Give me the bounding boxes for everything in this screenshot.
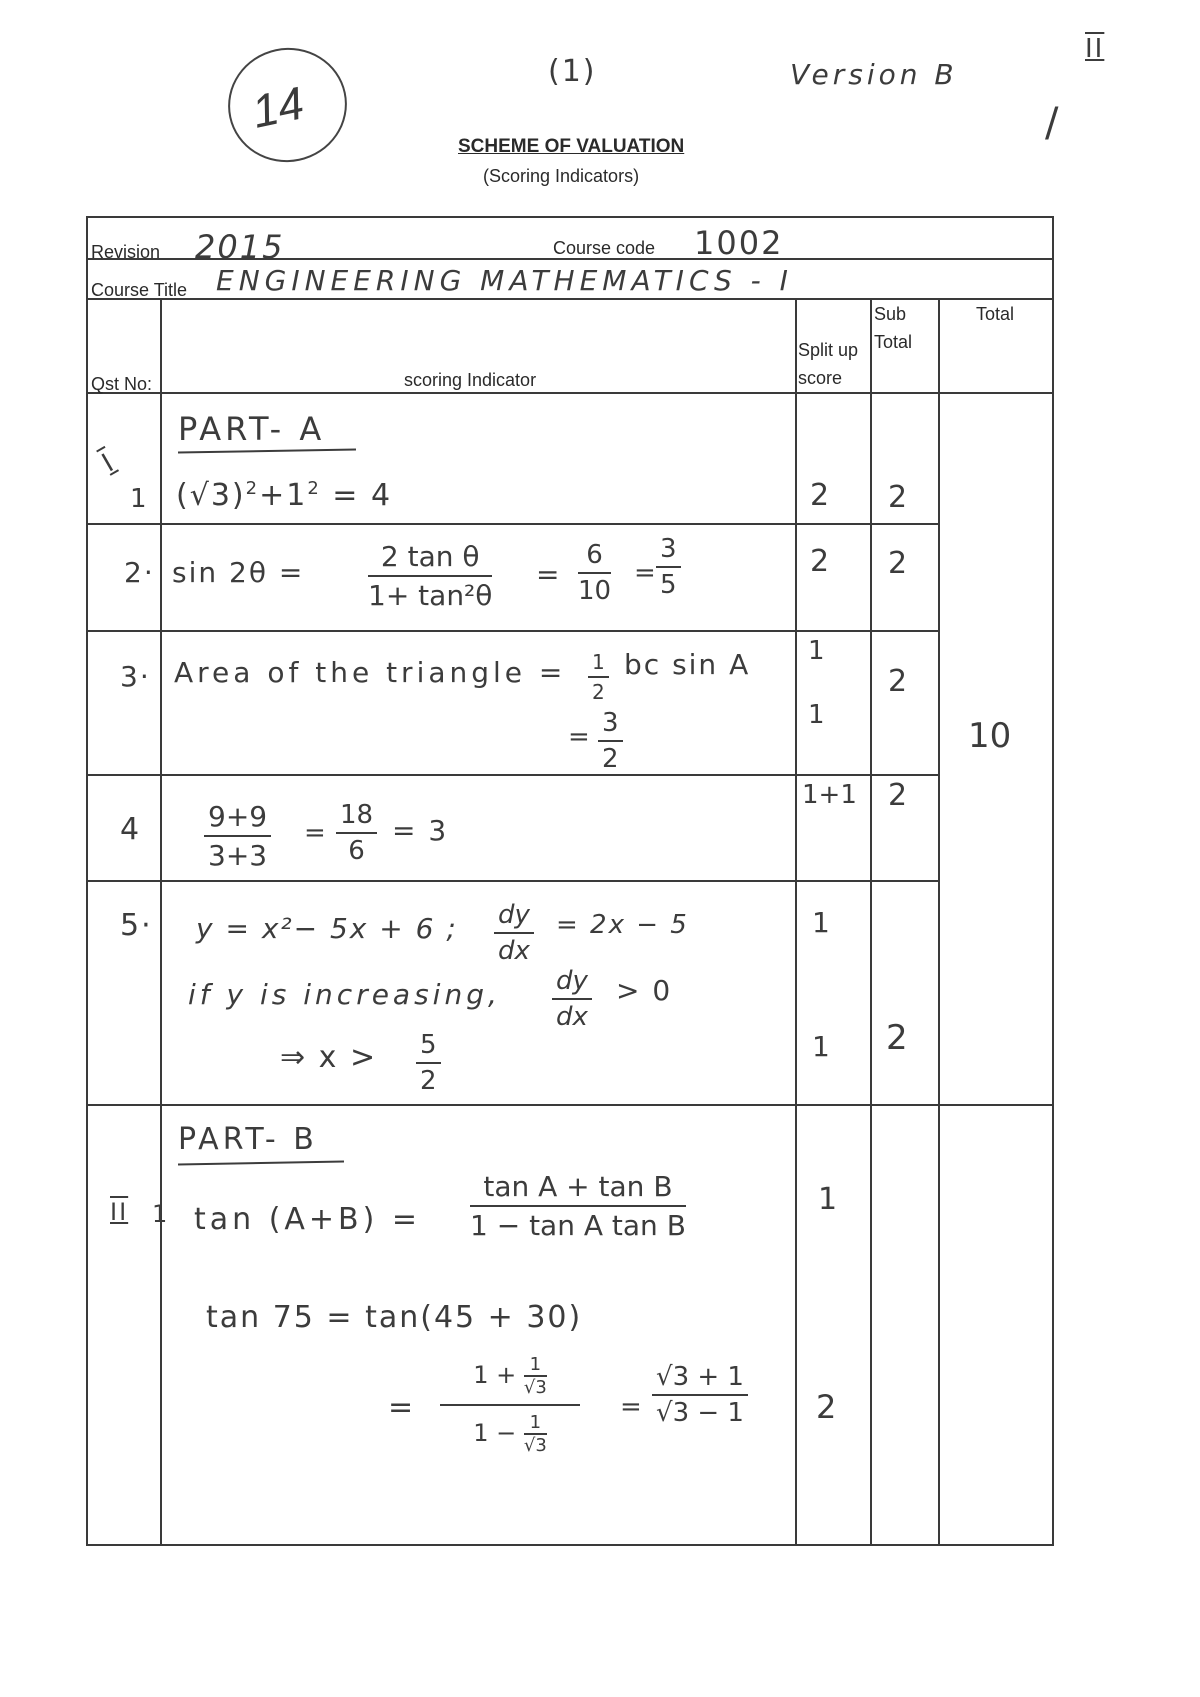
q4-result: = 3 (392, 814, 449, 847)
q2-number: 2· (124, 556, 155, 589)
q5-derivative-2: $\frac{dy}{dx}$ (552, 966, 592, 1032)
q3-split-score-1: 1 (808, 636, 825, 666)
q4-split-score: 1+1 (802, 780, 857, 810)
q1-split-score: 2 (810, 478, 830, 513)
q5-line-1a: y = x²− 5x + 6 ; (196, 912, 458, 945)
q3-half: $\frac{1}{2}$ (588, 650, 609, 704)
q4-fraction-1: $\frac{9+9}{3+3}$ (204, 800, 271, 872)
q4-sub-total: 2 (888, 778, 908, 813)
col-total: Total (976, 304, 1015, 324)
col-split-up-2: score (798, 368, 843, 388)
part-b-q1-formula: $\frac{\text{tan A + tan B}}{\text{1 − tan A tan B}}$ (470, 1170, 686, 1242)
course-title-label: Course Title (91, 280, 188, 300)
q3-sub-total: 2 (888, 664, 908, 699)
part-b-q1-result: $\frac{√3 + 1}{√3 - 1}$ (652, 1362, 748, 1428)
q2-sub-total: 2 (888, 546, 908, 581)
q1-sub-total: 2 (888, 480, 908, 515)
part-b-q1-equals-2: = (620, 1392, 644, 1422)
col-qst-no: Qst No: (91, 374, 153, 394)
circled-page-mark (217, 37, 357, 173)
q5-line-3: ⇒ x > (280, 1040, 378, 1075)
corner-slash: / (1045, 100, 1061, 146)
col-sub-total-2: Total (874, 332, 913, 352)
q5-derivative-1: $\frac{dy}{dx}$ (494, 900, 534, 966)
part-a-heading: PART- A (178, 410, 326, 448)
part-b-q1-lhs: tan (A+B) = (194, 1202, 422, 1237)
q2-fraction-3: $\frac{3}{5}$ (656, 534, 681, 600)
part-b-q1-number: 1 (152, 1200, 170, 1228)
corner-mark: II (1085, 34, 1105, 64)
revision-value: 2015 (195, 228, 285, 266)
q2-equals-2: = (634, 558, 658, 588)
q3-equals: = (568, 722, 592, 752)
col-split-up-1: Split up (798, 340, 859, 360)
q5-number: 5· (120, 908, 153, 943)
q4-number: 4 (120, 812, 142, 847)
part-b-q1-line-2: tan 75 = tan(45 + 30) (206, 1300, 583, 1335)
q1-expression: $(√3)^2+1^2 = 4$ (176, 478, 393, 513)
q2-split-score: 2 (810, 544, 830, 579)
q5-line-2a: if y is increasing, (188, 978, 501, 1011)
q5-split-score-2: 1 (812, 1030, 830, 1063)
page-number: (1) (548, 54, 597, 89)
q5-result: $\frac{5}{2}$ (416, 1030, 441, 1096)
q4-equals: = (304, 818, 328, 848)
revision-label: Revision (91, 242, 161, 262)
course-title-value: ENGINEERING MATHEMATICS - I (216, 264, 793, 297)
part-a-total: 10 (968, 716, 1012, 756)
q2-lhs: sin 2θ = (172, 556, 305, 589)
part-b-q1-compound-fraction: 1 + $\frac{1}{√3}$ 1 − $\frac{1}{√3}$ (440, 1354, 580, 1456)
q3-result: $\frac{3}{2}$ (598, 708, 623, 774)
q2-equals: = (536, 558, 562, 591)
page-title: SCHEME OF VALUATION (458, 136, 685, 157)
q3-number: 3· (120, 660, 151, 693)
q3-text-2: bc sin A (624, 648, 751, 681)
q4-fraction-2: $\frac{18}{6}$ (336, 800, 377, 866)
q5-line-2b: > 0 (616, 974, 673, 1007)
col-scoring-indicator: scoring Indicator (404, 370, 537, 390)
circled-number: 14 (247, 76, 309, 138)
part-b-heading: PART- B (178, 1122, 318, 1157)
q5-line-1b: = 2x − 5 (556, 910, 689, 940)
course-code-value: 1002 (694, 224, 784, 262)
q3-text: Area of the triangle = (174, 656, 567, 689)
q1-number: 1 (130, 484, 149, 514)
part-b-q1-equals: = (388, 1390, 416, 1425)
q5-split-score-1: 1 (812, 906, 830, 939)
part-b-q1-split-score-2: 2 (816, 1388, 837, 1426)
part-b-q1-split-score-1: 1 (818, 1182, 838, 1217)
part-a-section-mark: I (97, 447, 121, 479)
q2-fraction-2: $\frac{6}{10}$ (578, 540, 612, 606)
q2-fraction-1: $\frac{\text{2 tan θ}}{\text{1+ tan²θ}}$ (368, 540, 493, 612)
course-code-label: Course code (553, 238, 656, 258)
q5-sub-total: 2 (886, 1018, 908, 1058)
page-subtitle: (Scoring Indicators) (483, 166, 640, 186)
version-label: Version B (790, 58, 958, 91)
col-sub-total-1: Sub (874, 304, 907, 324)
q3-split-score-2: 1 (808, 700, 825, 730)
part-b-section-mark: II (110, 1198, 129, 1226)
